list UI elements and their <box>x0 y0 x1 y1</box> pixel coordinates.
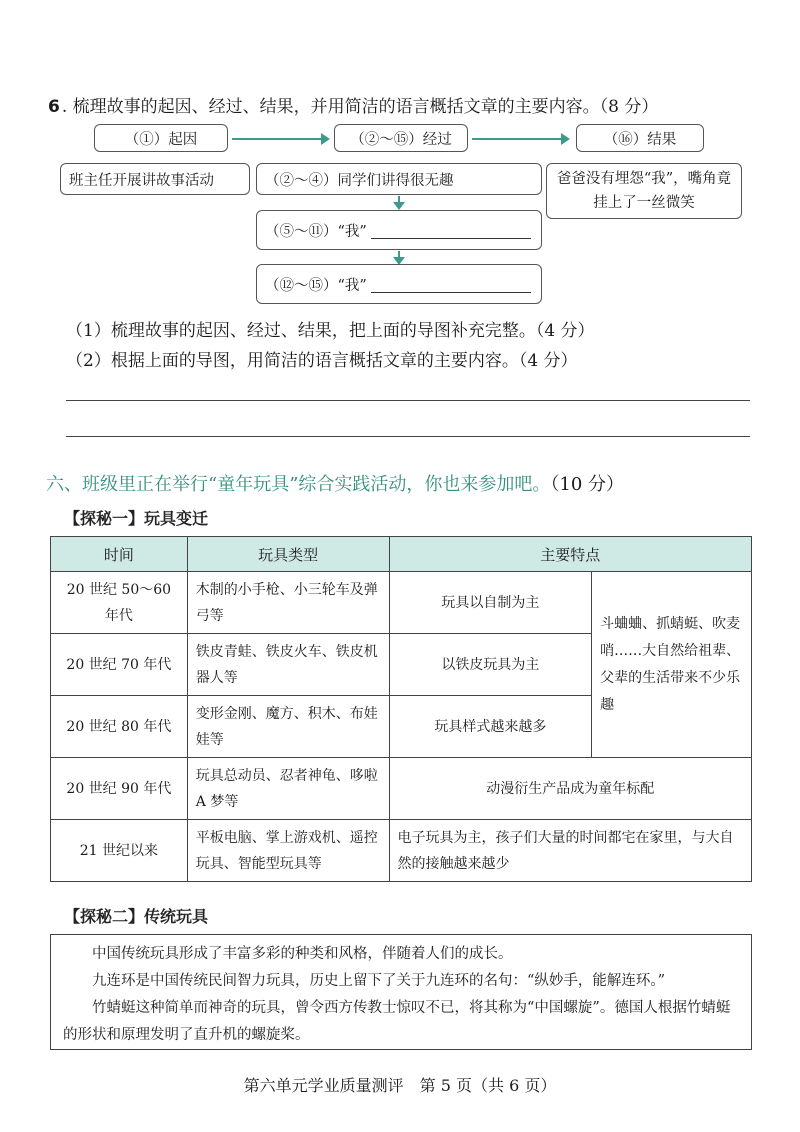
toys-cell: 玩具总动员、忍者神龟、哆啦 A 梦等 <box>187 758 389 820</box>
toys-cell: 铁皮青蛙、铁皮火车、铁皮机器人等 <box>187 634 389 696</box>
process-header: （②～⑮）经过 <box>350 131 452 148</box>
blank-line-1[interactable] <box>371 222 531 239</box>
process-step-3: （⑫～⑮）“我” <box>265 277 367 294</box>
table-row <box>51 758 752 820</box>
paragraph: 九连环是中国传统民间智力玩具，历史上留下了关于九连环的名句：“纵妙手，能解连环。” <box>92 973 666 989</box>
question-6-title <box>48 92 658 117</box>
process-step-2: （⑤～⑪）“我” <box>265 223 367 240</box>
blank-line-2[interactable] <box>371 276 531 293</box>
sub-question-1: （1）梳理故事的起因、经过、结果，把上面的导图补充完整。（4 分） <box>66 321 595 341</box>
feature-cell: 电子玩具为主，孩子们大量的时间都宅在家里，与大自然的接触越来越少 <box>389 820 752 882</box>
section-6-title <box>46 470 624 496</box>
process-step-1-box <box>256 163 542 195</box>
explore-2-heading <box>64 904 208 927</box>
question-6-text: . 梳理故事的起因、经过、结果，并用简洁的语言概括文章的主要内容。（8 分） <box>61 97 659 117</box>
explore-1-heading <box>64 506 208 529</box>
result-header-box <box>576 124 704 152</box>
arrow-down-icon <box>398 251 400 259</box>
page-footer: 第六单元学业质量测评 第 5 页（共 6 页） <box>243 1076 557 1095</box>
arrow-down-icon <box>398 196 400 204</box>
header-time: 时间 <box>51 537 188 572</box>
shared-feature-cell: 斗蛐蛐、抓蜻蜓、吹麦哨……大自然给祖辈、父辈的生活带来不少乐趣 <box>592 572 752 758</box>
toys-cell: 平板电脑、掌上游戏机、遥控玩具、智能型玩具等 <box>187 820 389 882</box>
explore-2-bracket: 【探秘二】 <box>64 907 145 926</box>
time-cell: 20 世纪 70 年代 <box>51 634 188 696</box>
paragraph: 竹蜻蜓这种简单而神奇的玩具，曾令西方传教士惊叹不已，将其称为“中国螺旋”。德国人根据竹蜻蜓的形状和原理发明了直升机的螺旋桨。 <box>63 1000 731 1043</box>
result-content-box <box>546 163 742 219</box>
answer-line-1[interactable] <box>66 400 750 401</box>
time-cell: 20 世纪 80 年代 <box>51 696 188 758</box>
table-header-row <box>51 537 752 572</box>
section-6-score: （10 分） <box>550 474 625 495</box>
arrow-right-icon <box>232 138 324 140</box>
section-6-text: 六、班级里正在举行“童年玩具”综合实践活动，你也来参加吧。 <box>46 474 551 495</box>
toys-cell: 木制的小手枪、小三轮车及弹弓等 <box>187 572 389 634</box>
paragraph: 中国传统玩具形成了丰富多彩的种类和风格，伴随着人们的成长。 <box>92 946 513 962</box>
traditional-toys-text-box <box>50 934 752 1050</box>
toys-cell: 变形金刚、魔方、积木、布娃娃等 <box>187 696 389 758</box>
process-step-1: （②～④）同学们讲得很无趣 <box>265 172 454 189</box>
answer-line-2[interactable] <box>66 436 750 437</box>
result-header: （⑯）结果 <box>603 131 677 148</box>
table-row <box>51 572 752 634</box>
feature-cell: 动漫衍生产品成为童年标配 <box>389 758 752 820</box>
question-number: 6 <box>48 97 60 117</box>
process-step-3-box <box>256 264 542 304</box>
header-feature: 主要特点 <box>389 537 752 572</box>
time-cell: 21 世纪以来 <box>51 820 188 882</box>
table-row <box>51 820 752 882</box>
feature-cell: 玩具以自制为主 <box>389 572 592 634</box>
arrow-right-icon <box>472 138 564 140</box>
explore-1-title: 玩具变迁 <box>144 509 209 528</box>
cause-content-box <box>60 163 250 195</box>
cause-header-box <box>94 124 228 152</box>
toy-history-table <box>50 536 752 882</box>
cause-content: 班主任开展讲故事活动 <box>69 172 214 189</box>
cause-header: （①）起因 <box>124 131 198 148</box>
process-header-box <box>334 124 468 152</box>
explore-2-title: 传统玩具 <box>144 907 209 926</box>
header-toy-type: 玩具类型 <box>187 537 389 572</box>
process-step-2-box <box>256 210 542 250</box>
explore-1-bracket: 【探秘一】 <box>64 509 145 528</box>
time-cell: 20 世纪 90 年代 <box>51 758 188 820</box>
time-cell: 20 世纪 50～60 年代 <box>51 572 188 634</box>
feature-cell: 玩具样式越来越多 <box>389 696 592 758</box>
feature-cell: 以铁皮玩具为主 <box>389 634 592 696</box>
sub-question-2: （2）根据上面的导图，用简洁的语言概括文章的主要内容。（4 分） <box>66 351 578 371</box>
result-content: 爸爸没有埋怨“我”，嘴角竟挂上了一丝微笑 <box>556 171 732 211</box>
